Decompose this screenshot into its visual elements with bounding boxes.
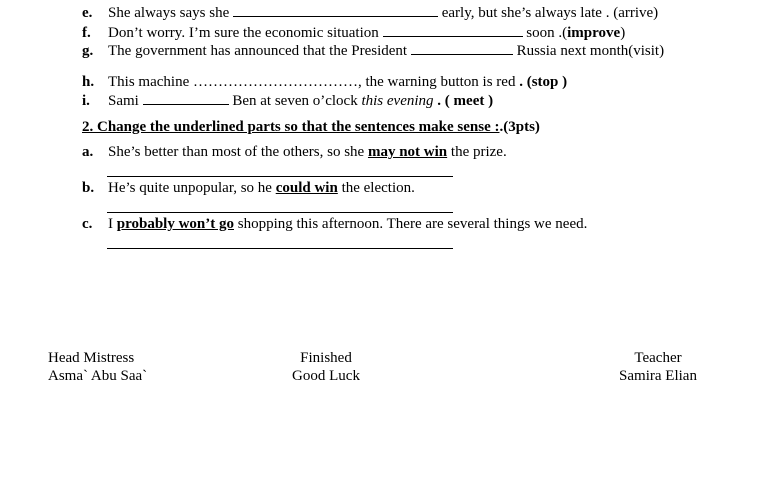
item-label: a. (82, 144, 94, 160)
item-text-before: He’s quite unpopular, so he (108, 180, 272, 196)
signature-name: Good Luck (292, 368, 360, 384)
item-text-before: Don’t worry. I’m sure the economic situation (108, 25, 379, 41)
item-text-after: soon .( (526, 25, 568, 41)
item-label: g. (82, 43, 94, 59)
exercise-item-f (82, 23, 625, 42)
signature-name: Samira Elian (619, 368, 697, 384)
item-label: c. (82, 216, 93, 232)
signature-title: Teacher (634, 350, 682, 366)
exercise-item-b (82, 179, 415, 197)
exercise-item-h (82, 73, 567, 91)
answer-blank[interactable] (233, 3, 438, 17)
dotted-blank[interactable]: …………………………… (192, 74, 358, 90)
signature-title: Finished (300, 350, 352, 366)
verb-hint: . ( meet ) (437, 93, 494, 109)
item-label: e. (82, 5, 93, 21)
exercise-item-g (82, 41, 664, 60)
section-points: .(3pts) (499, 119, 540, 135)
signature-center (276, 349, 376, 385)
answer-line-a[interactable] (107, 176, 453, 177)
item-text-before: This machine (108, 74, 190, 90)
item-text-after: Russia next month(visit) (516, 43, 665, 59)
item-text-before: I (108, 216, 113, 232)
item-close: ) (620, 25, 626, 41)
time-phrase: this evening (361, 93, 434, 109)
exercise-item-e (82, 3, 658, 22)
item-label: b. (82, 180, 95, 196)
exercise-item-c (82, 215, 587, 233)
signature-right (603, 349, 713, 385)
item-label: f. (82, 25, 91, 41)
item-text-after: the election. (341, 180, 415, 196)
underlined-part: probably won’t go (116, 216, 234, 232)
item-text-before: The government has announced that the President (108, 43, 408, 59)
answer-line-c[interactable] (107, 248, 453, 249)
item-text-before: She always says she (108, 5, 230, 21)
item-label: h. (82, 74, 95, 90)
item-text-before: She’s better than most of the others, so she (108, 144, 365, 160)
section-2-heading (82, 118, 540, 136)
item-text-after: , the warning button is red (357, 74, 516, 90)
item-label: i. (82, 93, 90, 109)
item-text-after: the prize. (450, 144, 507, 160)
item-text-after: early, but she’s always late . (arrive) (441, 5, 659, 21)
exercise-item-i (82, 91, 493, 110)
answer-blank[interactable] (411, 41, 513, 55)
signature-left (48, 349, 147, 385)
signature-title: Head Mistress (48, 350, 135, 366)
item-text-after: shopping this afternoon. There are several things we need. (237, 216, 588, 232)
verb-hint: . (stop ) (519, 74, 568, 90)
item-text-after: Ben at seven o’clock (232, 93, 358, 109)
verb-hint: improve (567, 25, 621, 41)
section-heading-text: 2. Change the underlined parts so that the sentences make sense : (82, 119, 500, 135)
answer-blank[interactable] (143, 91, 229, 105)
underlined-part: could win (275, 180, 338, 196)
signature-name: Asma` Abu Saa` (48, 368, 148, 384)
answer-line-b[interactable] (107, 212, 453, 213)
item-text-before: Sami (108, 93, 139, 109)
answer-blank[interactable] (383, 23, 523, 37)
underlined-part: may not win (367, 144, 448, 160)
exercise-item-a (82, 143, 507, 161)
